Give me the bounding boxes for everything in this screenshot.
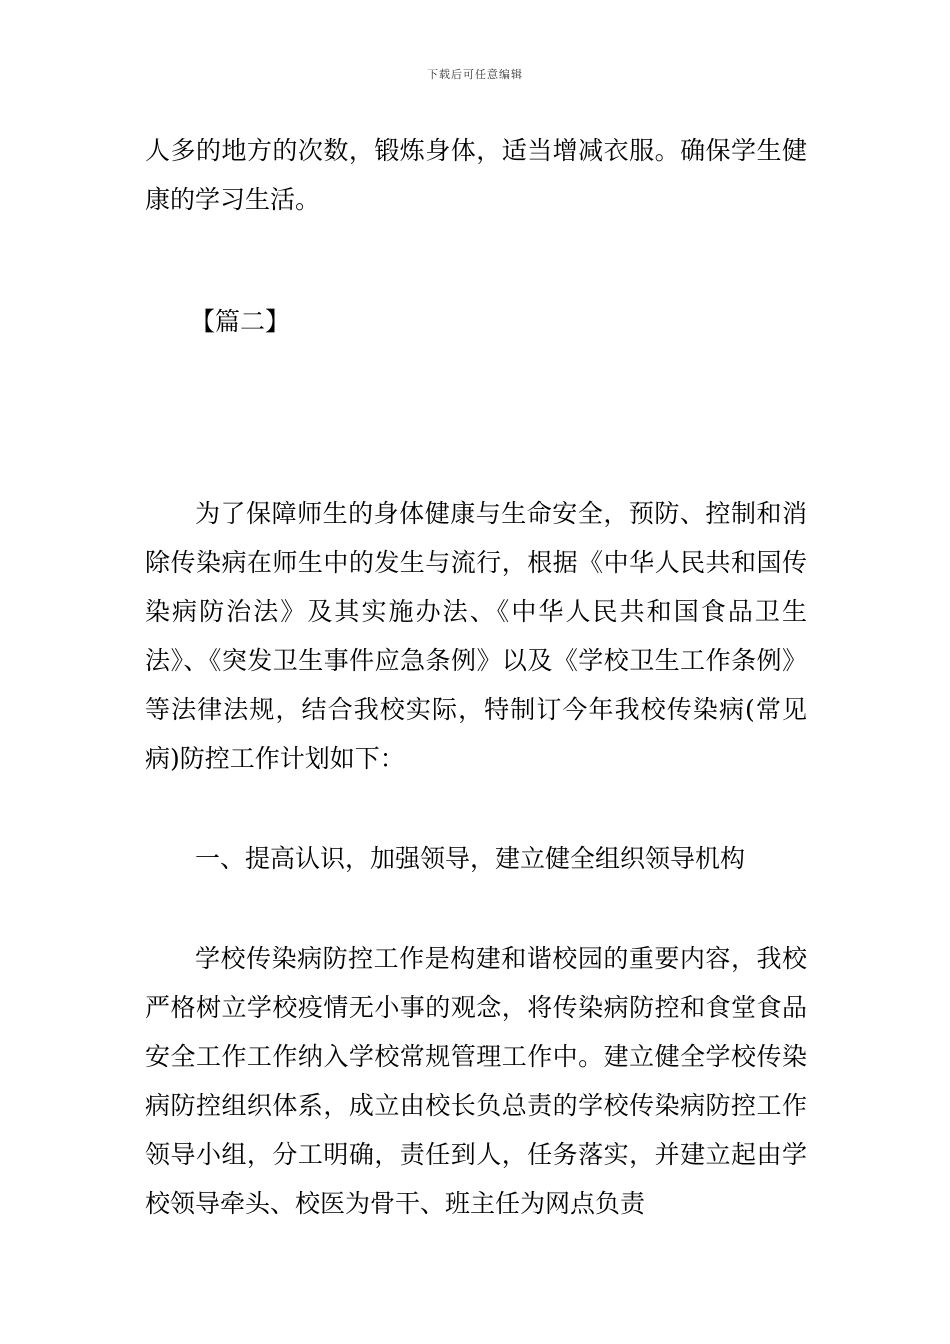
section-label: 【篇二】	[190, 307, 291, 336]
spacer	[145, 346, 807, 489]
paragraph-body: 学校传染病防控工作是构建和谐校园的重要内容，我校严格树立学校疫情无小事的观念，将传染病防控和食堂食品安全工作工作纳入学校常规管理工作中。建立健全学校传染病防控组织体系，成立由校长负总责的学校传染病防控工作领导小组，分工明确，责任到人，任务落实，并建立起由学校领导牵头、校医为骨干、班主任为网点负责	[145, 944, 807, 1218]
heading-one: 一、提高认识，加强领导，建立健全组织领导机构	[195, 844, 746, 873]
spacer	[145, 883, 807, 934]
spacer	[145, 224, 807, 297]
page-header-note: 下载后可任意编辑	[427, 68, 523, 81]
paragraph-continued: 人多的地方的次数，锻炼身体，适当增减衣服。确保学生健康的学习生活。	[145, 136, 807, 214]
spacer	[145, 783, 807, 834]
document-body	[145, 126, 807, 1228]
paragraph-intro: 为了保障师生的身体健康与生命安全，预防、控制和消除传染病在师生中的发生与流行，根据《中华人民共和国传染病防治法》及其实施办法、《中华人民共和国食品卫生法》、《突发卫生事件应急条例》以及《学校卫生工作条例》等法律法规，结合我校实际，特制订今年我校传染病(常见病)防控工作计划如下：	[145, 499, 807, 773]
